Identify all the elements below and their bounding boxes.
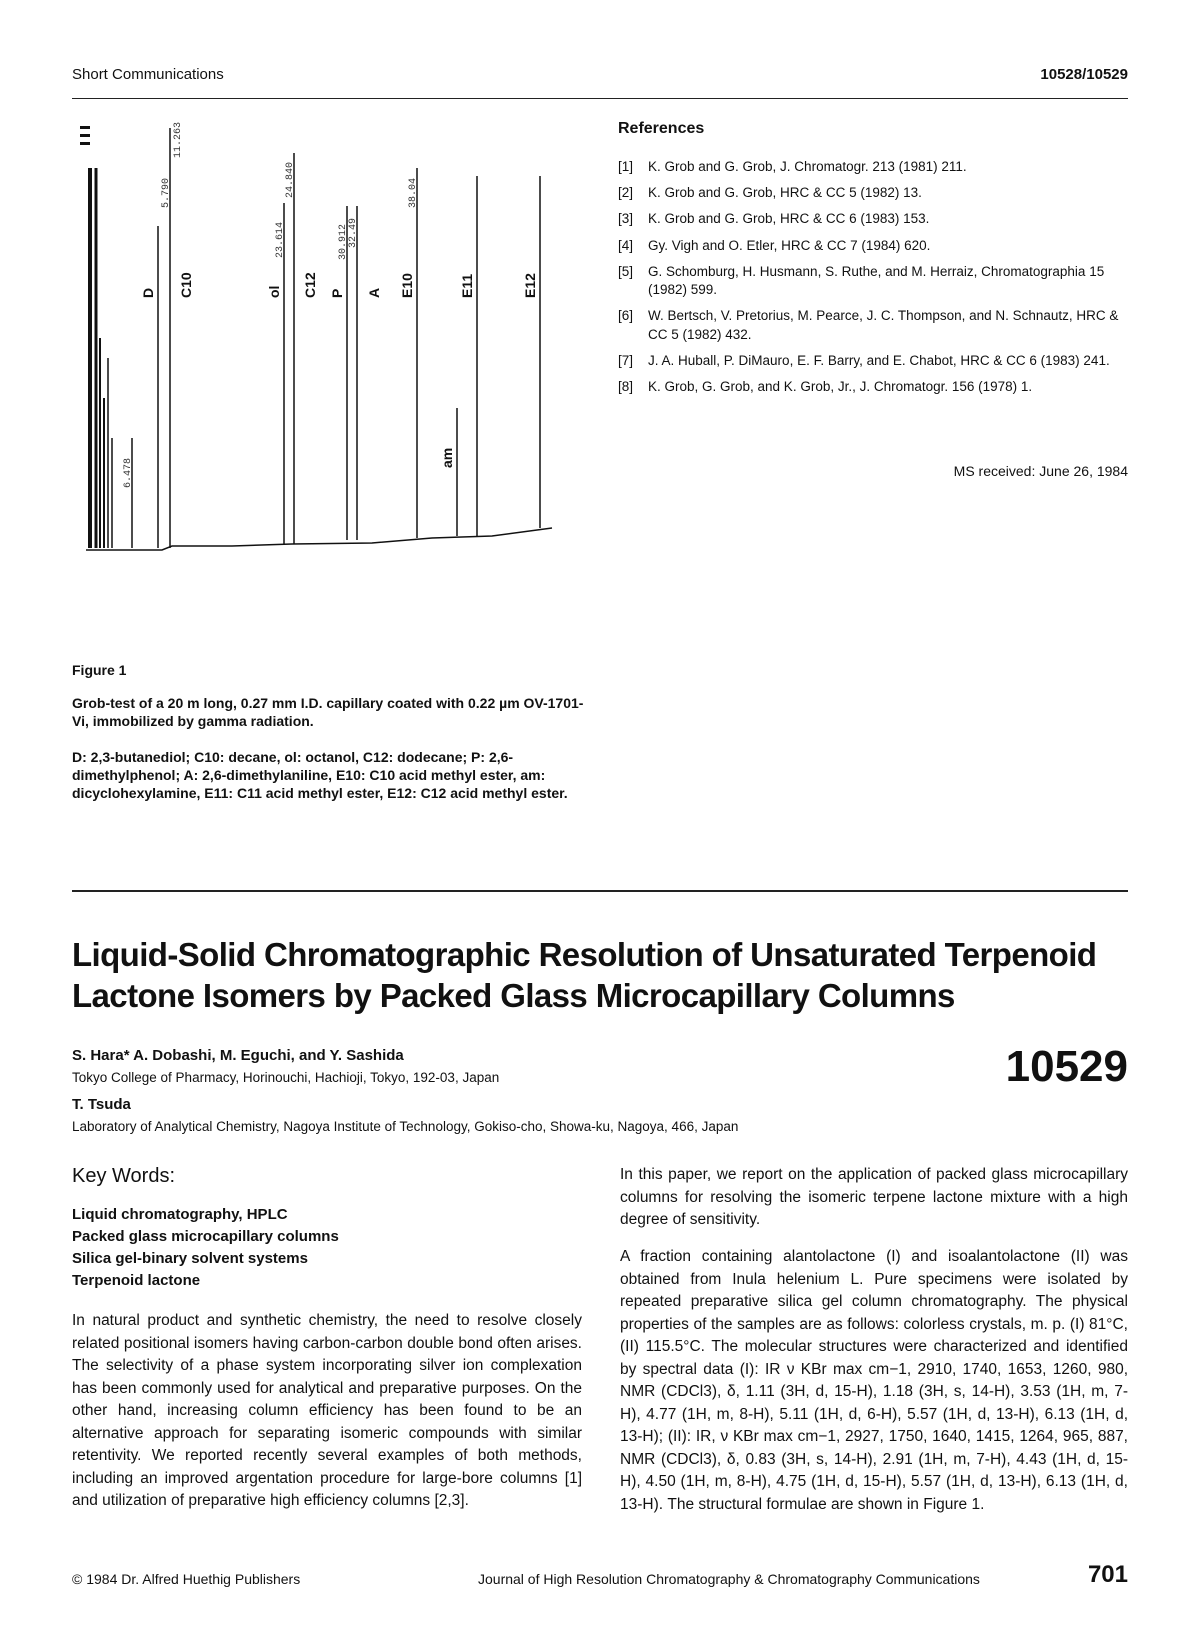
- reference-text: W. Bertsch, V. Pretorius, M. Pearce, J. C. Thompson, and N. Schnautz, HRC & CC 5 (1982) 432.: [648, 308, 1119, 342]
- figure-caption-key: D: 2,3-butanediol; C10: decane, ol: octanol, C12: dodecane; P: 2,6-dimethylphenol; A: 2,6-dimethylaniline, E10: C10 acid methyl ester, am: dicyclohexylamine, E11: C11 acid methyl ester, E12: C12 acid methyl ester.: [72, 749, 568, 802]
- reference-item: [618, 158, 1128, 176]
- peak-label-ol: ol: [266, 285, 282, 298]
- page-number: 701: [1087, 1561, 1128, 1588]
- reference-number: [5]: [618, 263, 634, 279]
- running-header-code: 10528/10529: [1040, 66, 1128, 83]
- rt-label-3249: 32.49: [348, 217, 359, 248]
- rt-label-30912: 30.912: [338, 223, 349, 260]
- peak-label-C10: C10: [178, 272, 194, 298]
- header-rule: [72, 98, 1128, 99]
- section-rule: [72, 890, 1128, 892]
- reference-text: Gy. Vigh and O. Etler, HRC & CC 7 (1984) 620.: [648, 237, 931, 253]
- affiliation-primary: Tokyo College of Pharmacy, Horinouchi, Hachioji, Tokyo, 192-03, Japan: [72, 1070, 500, 1085]
- reference-text: J. A. Huball, P. DiMauro, E. F. Barry, and E. Chabot, HRC & CC 6 (1983) 241.: [648, 352, 1110, 368]
- rt-label-5790: 5.790: [161, 177, 172, 208]
- article-title-line-2: Lactone Isomers by Packed Glass Microcapillary Columns: [72, 976, 955, 1014]
- reference-text: K. Grob and G. Grob, HRC & CC 5 (1982) 13.: [648, 185, 922, 201]
- intro-paragraph: In natural product and synthetic chemistry, the need to resolve closely related positional isomers having carbon-carbon double bond often arises. The selectivity of a phase system incorporating silver ion complexation has been commonly used for analytical and preparative purposes. On the other hand, increasing column efficiency has been found to be an alternative approach for separating isomeric compounds with similar retentivity. We reported recently several examples of both methods, including an improved argentation procedure for large-bore columns [1] and utilization of preparative high efficiency columns [2,3].: [72, 1312, 582, 1509]
- keyword-item: Packed glass microcapillary columns: [72, 1228, 339, 1245]
- peak-label-E11: E11: [459, 273, 475, 298]
- article-number: 10529: [1005, 1042, 1128, 1091]
- peak-label-am: am: [439, 447, 455, 468]
- rt-label-3804: 38.04: [408, 177, 419, 208]
- rt-label-23614: 23.614: [275, 221, 286, 258]
- authors-secondary: T. Tsuda: [72, 1096, 131, 1113]
- reference-text: K. Grob and G. Grob, J. Chromatogr. 213 (1981) 211.: [648, 159, 967, 174]
- reference-item: [618, 237, 1128, 255]
- peak-label-C12: C12: [302, 272, 318, 298]
- reference-number: [8]: [618, 378, 634, 394]
- keywords-list: [72, 1204, 339, 1292]
- reference-text: K. Grob and G. Grob, HRC & CC 6 (1983) 153.: [648, 211, 930, 227]
- body-paragraph-1: In this paper, we report on the application of packed glass microcapillary columns for resolving the isomeric terpene lactone mixture with a high degree of sensitivity.: [620, 1166, 1128, 1228]
- reference-number: [1]: [618, 159, 634, 174]
- references-title: References: [618, 120, 705, 137]
- reference-item: [618, 352, 1128, 370]
- reference-item: [618, 263, 1128, 299]
- keyword-item: Liquid chromatography, HPLC: [72, 1206, 288, 1223]
- body-paragraph-2: A fraction containing alantolactone (I) and isoalantolactone (II) was obtained from Inula helenium L. Pure specimens were isolated by repeated preparative silica gel column chromatography. The physical properties of the samples are as follows: colorless crystals, m. p. (I) 81°C, (II) 115.5°C. The molecular structures were characterized and identified by spectral data (I): IR ν KBr max cm−1, 2910, 1740, 1653, 1260, 980, NMR (CDCl3), δ, 1.11 (3H, d, 15-H), 1.18 (3H, s, 14-H), 3.53 (1H, m, 7-H), 4.77 (1H, m, 8-H), 5.11 (1H, d, 6-H), 5.57 (1H, d, 13-H), 6.13 (1H, d, 13-H); (II): IR, ν KBr max cm−1, 2927, 1750, 1640, 1415, 1264, 965, 887, NMR (CDCl3), δ, 0.83 (3H, s, 14-H), 2.91 (1H, m, 7-H), 4.43 (1H, d, 15-H), 4.50 (1H, m, 8-H), 4.75 (1H, d, 15-H), 5.57 (1H, d, 13-H), 6.13 (1H, d, 13-H). The structural formulae are shown in Figure 1.: [620, 1248, 1128, 1513]
- article-title: [72, 935, 1132, 1017]
- ms-received-date: MS received: June 26, 1984: [953, 463, 1128, 479]
- peak-label-A: A: [366, 287, 382, 298]
- peak-label-E12: E12: [522, 273, 538, 298]
- peak-label-E10: E10: [399, 273, 415, 298]
- chromatogram-figure: [72, 108, 592, 660]
- reference-item: [618, 307, 1128, 343]
- rt-label-6478: 6.478: [123, 457, 134, 488]
- keyword-item: Terpenoid lactone: [72, 1272, 201, 1289]
- reference-item: [618, 210, 1128, 228]
- running-header-section: Short Communications: [72, 66, 224, 83]
- top-markers: [80, 126, 90, 145]
- peak-label-D: D: [140, 287, 156, 298]
- figure-caption-main: Grob-test of a 20 m long, 0.27 mm I.D. capillary coated with 0.22 µm OV-1701-Vi, immobilized by gamma radiation.: [72, 695, 584, 730]
- reference-text: K. Grob, G. Grob, and K. Grob, Jr., J. Chromatogr. 156 (1978) 1.: [648, 378, 1033, 394]
- keyword-item: Silica gel-binary solvent systems: [72, 1250, 308, 1267]
- reference-item: [618, 184, 1128, 202]
- reference-number: [7]: [618, 352, 634, 368]
- article-title-line-1: Liquid-Solid Chromatographic Resolution of Unsaturated Terpenoid: [72, 936, 1097, 973]
- references-list: [618, 158, 1128, 404]
- rt-label-24840: 24.840: [285, 161, 296, 198]
- affiliation-secondary: Laboratory of Analytical Chemistry, Nagoya Institute of Technology, Gokiso-cho, Showa-ku, Nagoya, 466, Japan: [72, 1119, 739, 1134]
- authors-primary: S. Hara* A. Dobashi, M. Eguchi, and Y. Sashida: [72, 1047, 404, 1064]
- reference-number: [3]: [618, 211, 634, 227]
- figure-label: Figure 1: [72, 662, 127, 678]
- reference-number: [4]: [618, 237, 634, 253]
- reference-number: [2]: [618, 185, 634, 201]
- reference-number: [6]: [618, 308, 634, 324]
- reference-text: G. Schomburg, H. Husmann, S. Ruthe, and M. Herraiz, Chromatographia 15 (1982) 599.: [648, 263, 1105, 298]
- rt-label-11263: 11.263: [173, 121, 184, 158]
- baseline: [86, 528, 552, 550]
- peak-label-P: P: [329, 288, 345, 298]
- footer-copyright: © 1984 Dr. Alfred Huethig Publishers: [72, 1571, 301, 1587]
- footer-journal: Journal of High Resolution Chromatography & Chromatography Communications: [478, 1571, 980, 1587]
- reference-item: [618, 378, 1128, 396]
- keywords-title: Key Words:: [72, 1165, 175, 1187]
